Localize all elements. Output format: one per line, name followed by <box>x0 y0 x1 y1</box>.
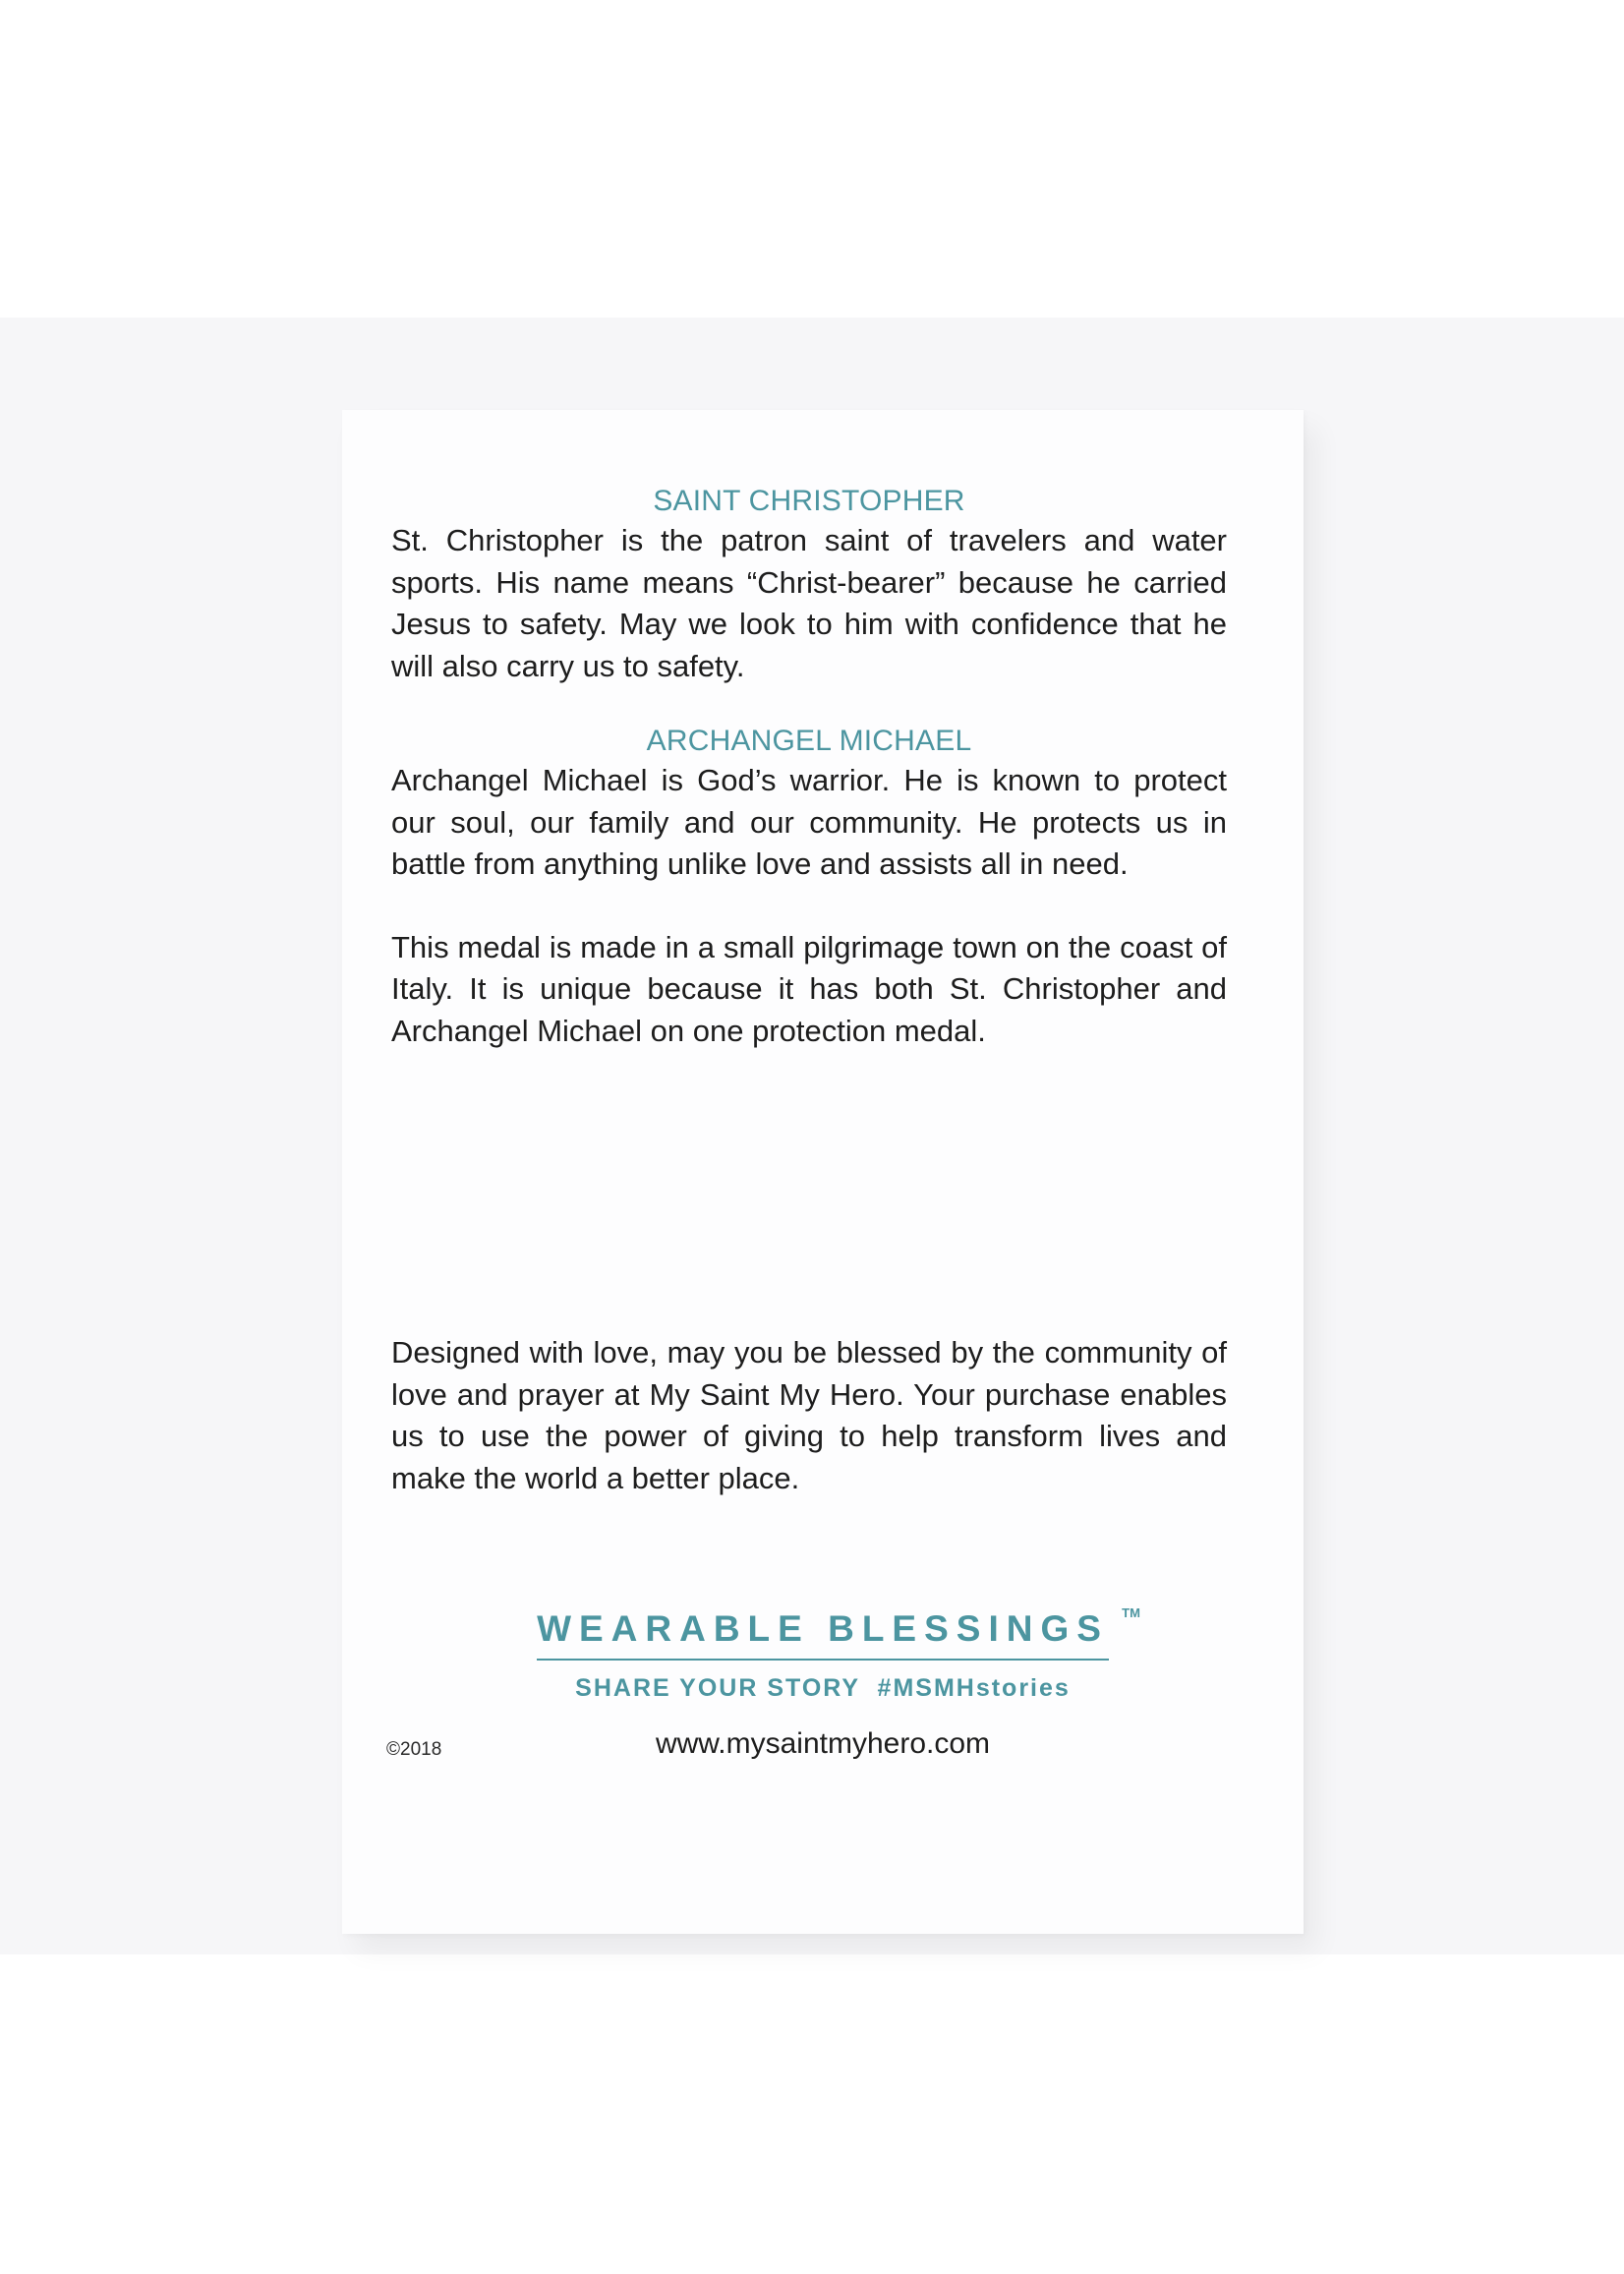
closing-message: Designed with love, may you be blessed by the community of love and prayer at My Saint My Hero. Your purchase enables us to use the power of giving to help transform lives and make the world a better place. <box>391 1335 1227 1495</box>
brand-tagline: WEARABLE BLESSINGS <box>537 1608 1109 1649</box>
brand-block <box>342 1607 1304 1704</box>
website-url: www.mysaintmyhero.com <box>655 1727 991 1760</box>
card-content <box>391 483 1227 1499</box>
copyright-notice: ©2018 <box>386 1739 442 1760</box>
medal-description: This medal is made in a small pilgrimage town on the coast of Italy. It is unique because it has both St. Christopher and Archangel Michael on one protection medal. <box>391 929 1227 1048</box>
saint-christopher-description: St. Christopher is the patron saint of travelers and water sports. His name means “Christ-bearer” because he carried Jesus to safety. May we look to him with confidence that he will also carry us to safety. <box>391 523 1227 683</box>
share-your-story: SHARE YOUR STORY #MSMHstories <box>575 1674 1071 1702</box>
archangel-michael-description: Archangel Michael is God’s warrior. He is known to protect our soul, our family and our community. He protects us in battle from anything unlike love and assists all in need. <box>391 763 1227 881</box>
archangel-michael-heading: ARCHANGEL MICHAEL <box>646 725 972 757</box>
brand-tagline-wrapper <box>537 1605 1140 1661</box>
saint-christopher-heading: SAINT CHRISTOPHER <box>653 485 965 517</box>
trademark-mark: TM <box>1122 1605 1140 1620</box>
info-card <box>342 410 1304 1934</box>
